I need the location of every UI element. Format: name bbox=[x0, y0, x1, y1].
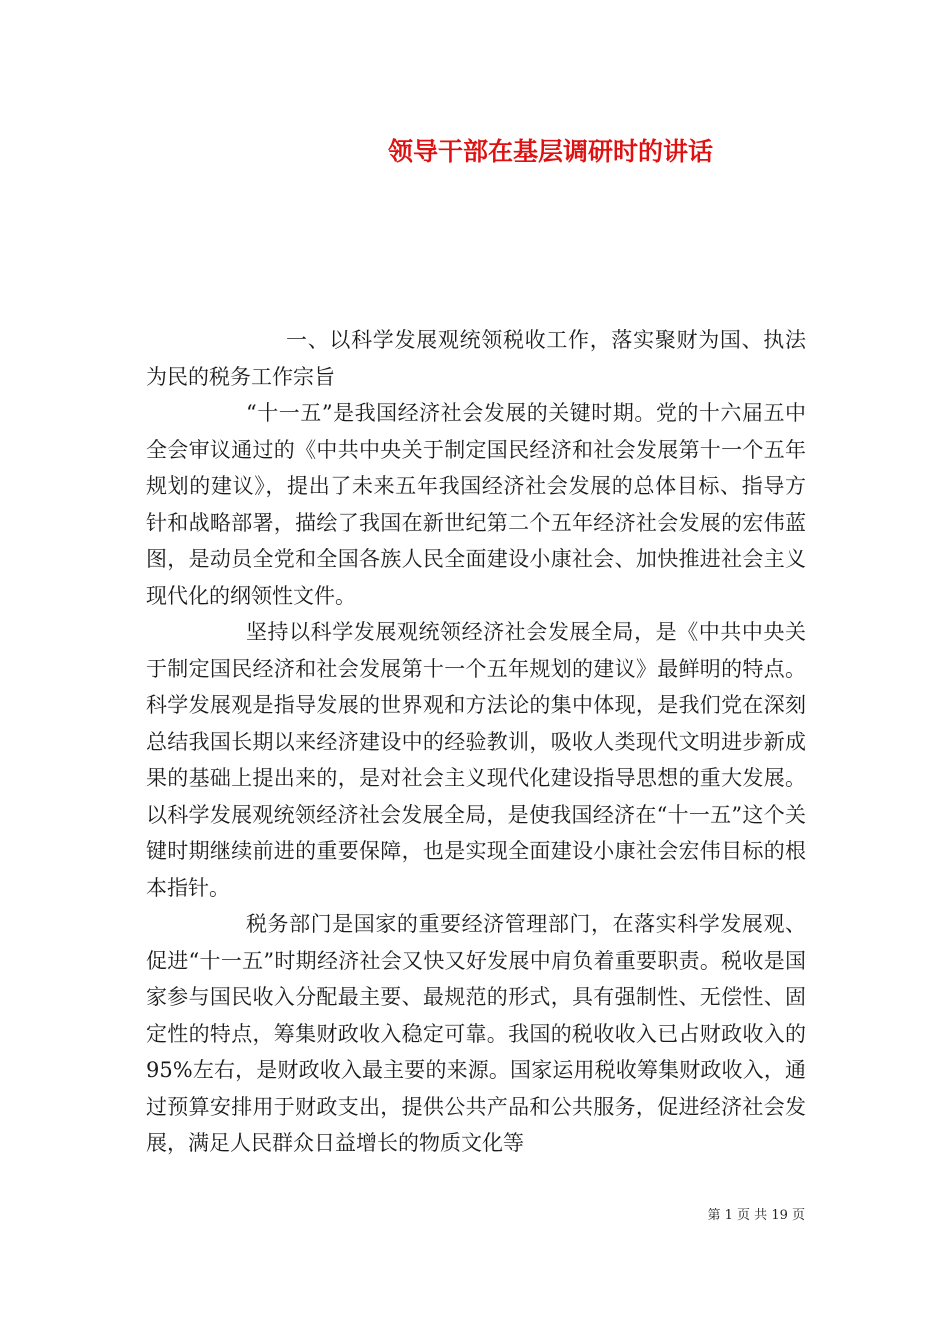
page-number-footer: 第 1 页 共 19 页 bbox=[707, 1208, 805, 1223]
paragraph: 坚持以科学发展观统领经济社会发展全局，是《中共中央关于制定国民经济和社会发展第十一个五年规划的建议》最鲜明的特点。科学发展观是指导发展的世界观和方法论的集中体现，是我们党在深刻总结我国长期以来经济建设中的经验教训，吸收人类现代文明进步新成果的基础上提出来的，是对社会主义现代化建设指导思想的重大发展。以科学发展观统领经济社会发展全局，是使我国经济在“十一五”这个关键时期继续前进的重要保障，也是实现全面建设小康社会宏伟目标的根本指针。 bbox=[146, 620, 806, 900]
document-title: 领导干部在基层调研时的讲话 bbox=[388, 137, 714, 166]
document-body bbox=[146, 322, 806, 1162]
paragraph: 税务部门是国家的重要经济管理部门，在落实科学发展观、促进“十一五”时期经济社会又快又好发展中肩负着重要职责。税收是国家参与国民收入分配最主要、最规范的形式，具有强制性、无偿性、固定性的特点，筹集财政收入稳定可靠。我国的税收收入已占财政收入的95%左右，是财政收入最主要的来源。国家运用税收筹集财政收入，通过预算安排用于财政支出，提供公共产品和公共服务，促进经济社会发展，满足人民群众日益增长的物质文化等 bbox=[146, 912, 806, 1155]
title-area bbox=[0, 0, 950, 200]
paragraph: “十一五”是我国经济社会发展的关键时期。党的十六届五中全会审议通过的《中共中央关于制定国民经济和社会发展第十一个五年规划的建议》，提出了未来五年我国经济社会发展的总体目标、指导方针和战略部署，描绘了我国在新世纪第二个五年经济社会发展的宏伟蓝图，是动员全党和全国各族人民全面建设小康社会、加快推进社会主义现代化的纲领性文件。 bbox=[146, 401, 806, 608]
section-heading: 一、以科学发展观统领税收工作，落实聚财为国、执法为民的税务工作宗旨 bbox=[146, 328, 806, 389]
